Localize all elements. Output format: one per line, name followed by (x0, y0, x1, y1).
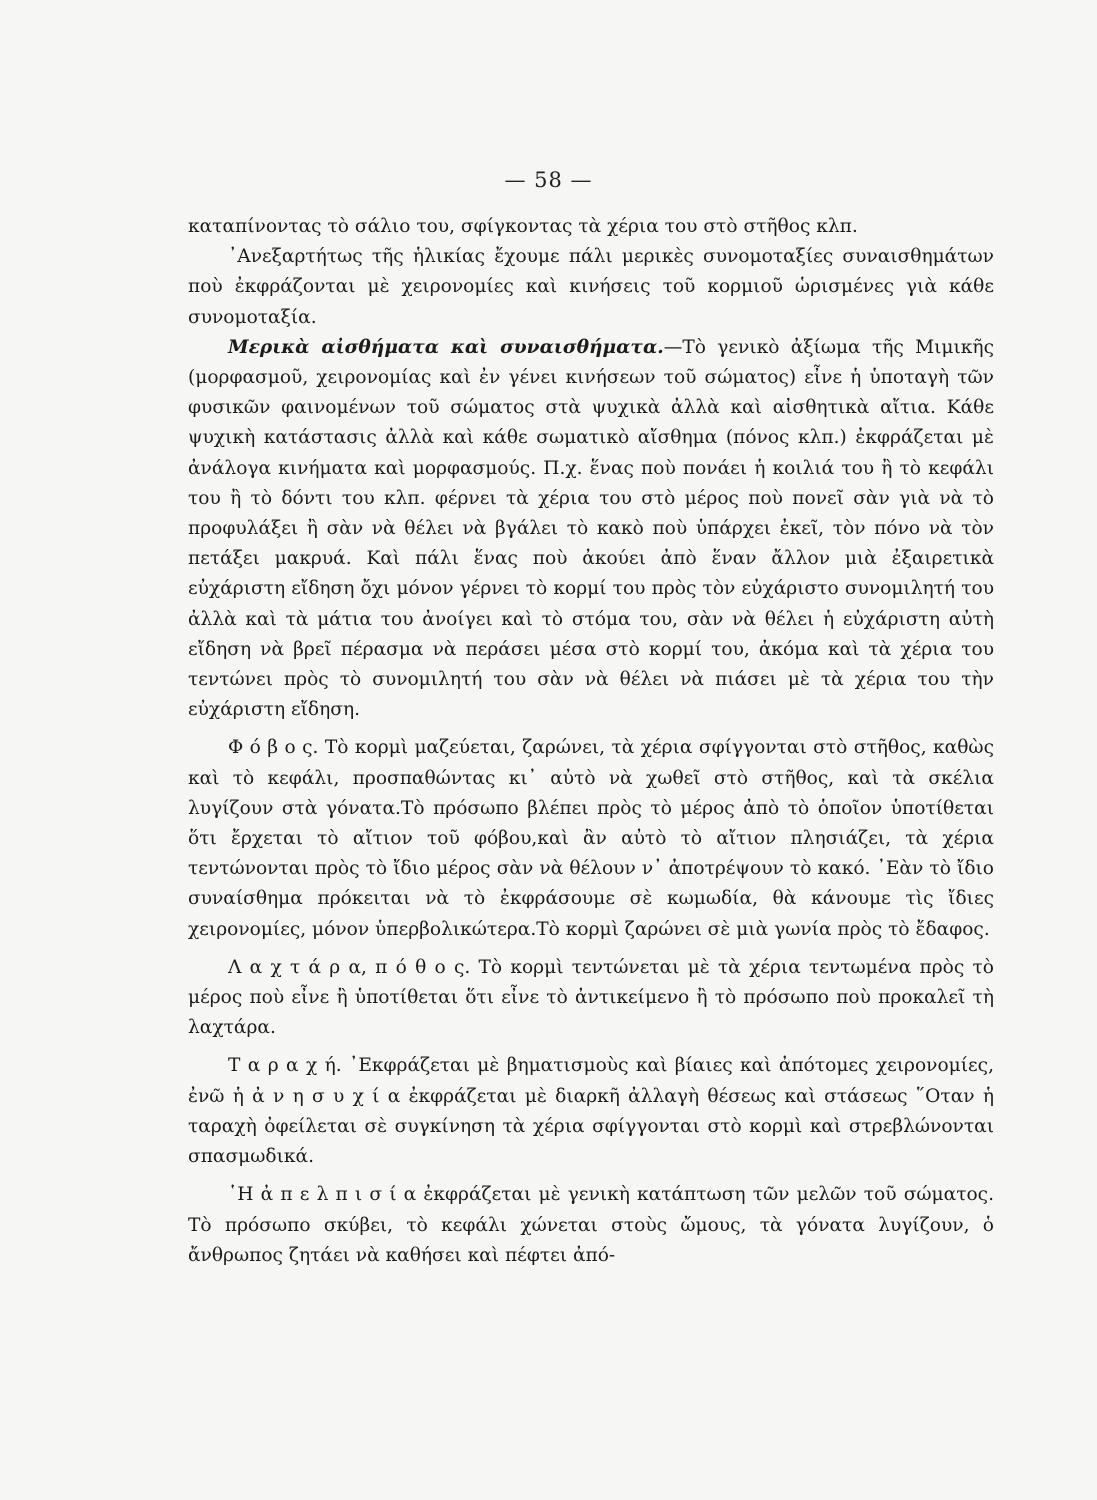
lead-term-despair: ῾Η ἀ π ε λ π ι σ ί α (228, 1184, 417, 1206)
paragraph-agitation (188, 1051, 994, 1172)
lead-term-fear: Φ ό β ο ς. (228, 737, 319, 759)
lead-term-agitation: Τ α ρ α χ ή. (228, 1055, 342, 1077)
page-number: — 58 — (504, 168, 593, 192)
paragraph-longing (188, 953, 994, 1044)
lead-term-longing: Λ α χ τ ά ρ α, π ό θ ο ς. (228, 956, 471, 978)
paragraph-age-independent: ᾿Ανεξαρτήτως τῆς ἡλικίας ἔχουμε πάλι μερικὲς συνομοταξίες συναισθημάτων ποὺ ἐκφράζονται μὲ χειρονομίες καὶ κινήσεις τοῦ κορμιοῦ ὡρισμένες γιὰ κάθε συνομοταξία. (188, 246, 994, 328)
body-text (188, 212, 994, 1271)
section-heading-feelings: Μερικὰ αἰσθήματα καὶ συναισθήματα. (228, 336, 664, 358)
paragraph-continuation: καταπίνοντας τὸ σάλιο του, σφίγκοντας τὰ χέρια του στὸ στῆθος κλπ. (188, 216, 858, 237)
paragraph-feelings (188, 333, 994, 726)
paragraph-fear (188, 733, 994, 944)
paragraph-longing-text: Τὸ κορμὶ τεντώνεται μὲ τὰ χέρια τεντωμένα πρὸς τὸ μέρος ποὺ εἶνε ἢ ὑποτίθεται ὅτι εἶνε τὸ ἀντικείμενο ἢ τὸ πρόσωπο ποὺ προκαλεῖ τὴ λαχτάρα. (188, 956, 994, 1039)
paragraph-despair-text: ἐκφράζεται μὲ γενικὴ κατάπτωση τῶν μελῶν τοῦ σώματος. Τὸ πρόσωπο σκύβει, τὸ κεφάλι χώνεται στοὺς ὤμους, τὰ γόνατα λυγίζουν, ὁ ἄνθρωπος ζητάει νὰ καθήσει καὶ πέφτει ἀπό- (188, 1184, 995, 1266)
paragraph-agitation-text: ᾿Εκφράζεται μὲ βηματισμοὺς καὶ βίαιες καὶ ἀπότομες χειρονομίες, ἐνῶ ἡ ἀ ν η σ υ χ ί α ἐκφράζεται μὲ διαρκῆ ἀλλαγὴ θέσεως καὶ στάσεως ῞Οταν ἡ ταραχὴ ὀφείλεται σὲ συγκίνηση τὰ χέρια σφίγγονται στὸ κορμὶ καὶ στρεβλώνονται σπασμωδικά. (188, 1055, 994, 1168)
paragraph-fear-text: Τὸ κορμὶ μαζεύεται, ζαρώνει, τὰ χέρια σφίγγονται στὸ στῆθος, καθὼς καὶ τὸ κεφάλι, προσπαθώντας κι᾿ αὐτὸ νὰ χωθεῖ στὸ στῆθος, καὶ τὰ σκέλια λυγίζουν στὰ γόνατα.Τὸ πρόσωπο βλέπει πρὸς τὸ μέρος ἀπὸ τὸ ὁποῖον ὑποτίθεται ὅτι ἔρχεται τὸ αἴτιον τοῦ φόβου,καὶ ἂν αὐτὸ τὸ αἴτιον πλησιάζει, τὰ χέρια τεντώνονται πρὸς τὸ ἴδιο μέρος σὰν νὰ θέλουν ν᾿ ἀποτρέψουν τὸ κακό. ᾿Εὰν τὸ ἴδιο συναίσθημα πρόκειται νὰ τὸ ἐκφράσουμε σὲ κωμωδία, θὰ κάνουμε τὶς ἴδιες χειρονομίες, μόνον ὑπερβολικώτερα.Τὸ κορμὶ ζαρώνει σὲ μιὰ γωνία πρὸς τὸ ἔδαφος. (188, 737, 994, 940)
paragraph-despair (188, 1180, 994, 1271)
paragraph-feelings-text: —Τὸ γενικὸ ἀξίωμα τῆς Μιμικῆς (μορφασμοῦ, χειρονομίας καὶ ἐν γένει κινήσεων τοῦ σώματος) εἶνε ἡ ὑποταγὴ τῶν φυσικῶν φαινομένων τοῦ σώματος στὰ ψυχικὰ ἀλλὰ καὶ αἰσθητικὰ αἴτια. Κάθε ψυχικὴ κατάστασις ἀλλὰ καὶ κάθε σωματικὸ αἴσθημα (πόνος κλπ.) ἐκφράζεται μὲ ἀνάλογα κινήματα καὶ μορφασμούς. Π.χ. ἕνας ποὺ πονάει ἡ κοιλιά του ἢ τὸ κεφάλι του ἢ τὸ δόντι του κλπ. φέρνει τὰ χέρια του στὸ μέρος ποὺ πονεῖ σὰν γιὰ νὰ τὸ προφυλάξει ἢ σὰν νὰ θέλει νὰ βγάλει τὸ κακὸ ποὺ ὑπάρχει ἐκεῖ, τὸν πόνο νὰ τὸν πετάξει μακρυά. Καὶ πάλι ἕνας ποὺ ἀκούει ἀπὸ ἕναν ἄλλον μιὰ ἐξαιρετικὰ εὐχάριστη εἴδηση ὄχι μόνον γέρνει τὸ κορμί του πρὸς τὸν εὐχάριστο συνομιλητή του ἀλλὰ καὶ τὰ μάτια του ἀνοίγει καὶ τὸ στόμα του, σὰν νὰ θέλει ἡ εὐχάριστη αὐτὴ εἴδηση νὰ βρεῖ πέρασμα νὰ περάσει μέσα στὸ κορμί του, ἀκόμα καὶ τὰ χέρια του τεντώνει πρὸς τὸ συνομιλητή του σὰν νὰ θέλει νὰ πιάσει μὲ τὰ χέρια του τὴν εὐχάριστη εἴδηση. (188, 336, 994, 721)
